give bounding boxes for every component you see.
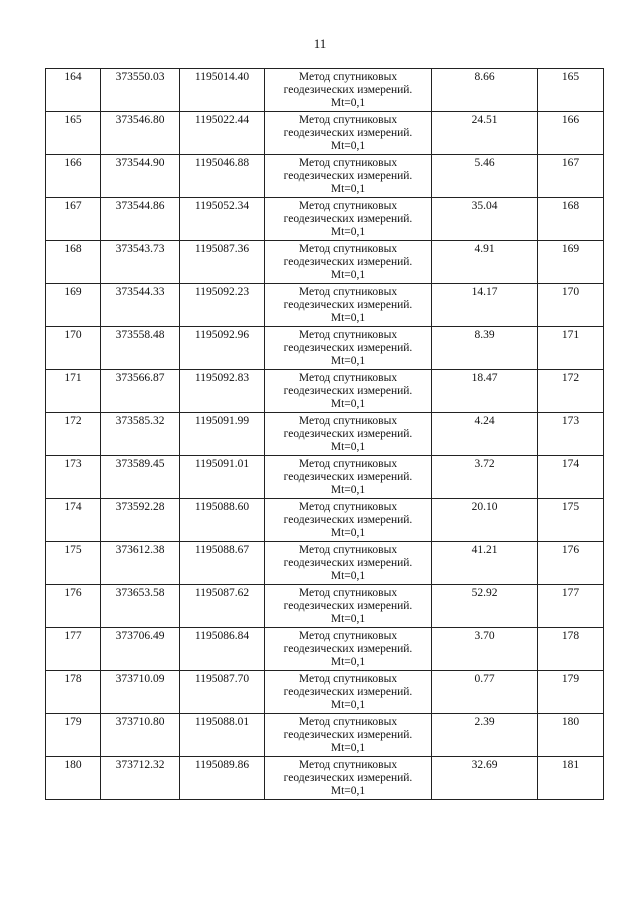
point-number-cell: 172: [46, 413, 101, 456]
y-coordinate-cell: 1195088.01: [180, 714, 265, 757]
method-text: Mt=0,1: [330, 699, 366, 711]
point-number-cell: 168: [46, 241, 101, 284]
method-cell: [265, 284, 432, 327]
table-row: [46, 112, 604, 155]
method-text: Метод спутниковых: [298, 71, 398, 83]
table-row: [46, 757, 604, 800]
point-number-cell: 178: [46, 671, 101, 714]
method-cell: [265, 370, 432, 413]
method-text: Mt=0,1: [330, 183, 366, 195]
x-coordinate-cell: 373589.45: [101, 456, 180, 499]
distance-cell: 2.39: [432, 714, 538, 757]
x-coordinate-cell: 373544.90: [101, 155, 180, 198]
y-coordinate-cell: 1195014.40: [180, 69, 265, 112]
method-text: геодезических измерений.: [283, 342, 413, 354]
next-point-cell: 174: [538, 456, 604, 499]
table-row: [46, 155, 604, 198]
table-row: [46, 585, 604, 628]
next-point-cell: 176: [538, 542, 604, 585]
x-coordinate-cell: 373550.03: [101, 69, 180, 112]
method-text: Mt=0,1: [330, 140, 366, 152]
method-text: геодезических измерений.: [283, 600, 413, 612]
page-number: 11: [313, 36, 327, 51]
x-coordinate-cell: 373558.48: [101, 327, 180, 370]
point-number-cell: 173: [46, 456, 101, 499]
method-text: геодезических измерений.: [283, 170, 413, 182]
point-number-cell: 171: [46, 370, 101, 413]
distance-cell: 35.04: [432, 198, 538, 241]
x-coordinate-cell: 373653.58: [101, 585, 180, 628]
method-text: Метод спутниковых: [298, 716, 398, 728]
distance-cell: 3.70: [432, 628, 538, 671]
next-point-cell: 173: [538, 413, 604, 456]
next-point-cell: 165: [538, 69, 604, 112]
x-coordinate-cell: 373543.73: [101, 241, 180, 284]
method-cell: [265, 714, 432, 757]
method-text: Метод спутниковых: [298, 501, 398, 513]
distance-cell: 52.92: [432, 585, 538, 628]
method-cell: [265, 327, 432, 370]
method-text: Mt=0,1: [330, 97, 366, 109]
next-point-cell: 169: [538, 241, 604, 284]
point-number-cell: 180: [46, 757, 101, 800]
method-text: Mt=0,1: [330, 527, 366, 539]
distance-cell: 5.46: [432, 155, 538, 198]
table-row: [46, 370, 604, 413]
method-text: геодезических измерений.: [283, 127, 413, 139]
y-coordinate-cell: 1195091.99: [180, 413, 265, 456]
next-point-cell: 181: [538, 757, 604, 800]
x-coordinate-cell: 373710.80: [101, 714, 180, 757]
method-text: геодезических измерений.: [283, 557, 413, 569]
method-text: геодезических измерений.: [283, 385, 413, 397]
distance-cell: 41.21: [432, 542, 538, 585]
distance-cell: 8.66: [432, 69, 538, 112]
distance-cell: 24.51: [432, 112, 538, 155]
method-text: Метод спутниковых: [298, 114, 398, 126]
table-row: [46, 413, 604, 456]
y-coordinate-cell: 1195092.83: [180, 370, 265, 413]
x-coordinate-cell: 373710.09: [101, 671, 180, 714]
y-coordinate-cell: 1195089.86: [180, 757, 265, 800]
y-coordinate-cell: 1195086.84: [180, 628, 265, 671]
x-coordinate-cell: 373566.87: [101, 370, 180, 413]
next-point-cell: 172: [538, 370, 604, 413]
method-cell: [265, 112, 432, 155]
method-cell: [265, 499, 432, 542]
method-text: геодезических измерений.: [283, 686, 413, 698]
next-point-cell: 168: [538, 198, 604, 241]
method-text: Mt=0,1: [330, 355, 366, 367]
y-coordinate-cell: 1195087.62: [180, 585, 265, 628]
distance-cell: 0.77: [432, 671, 538, 714]
method-text: геодезических измерений.: [283, 643, 413, 655]
y-coordinate-cell: 1195091.01: [180, 456, 265, 499]
method-text: Метод спутниковых: [298, 587, 398, 599]
x-coordinate-cell: 373592.28: [101, 499, 180, 542]
distance-cell: 3.72: [432, 456, 538, 499]
table-row: [46, 198, 604, 241]
table-row: [46, 714, 604, 757]
distance-cell: 20.10: [432, 499, 538, 542]
point-number-cell: 166: [46, 155, 101, 198]
method-text: Mt=0,1: [330, 742, 366, 754]
method-text: Метод спутниковых: [298, 329, 398, 341]
method-text: Mt=0,1: [330, 441, 366, 453]
next-point-cell: 166: [538, 112, 604, 155]
method-cell: [265, 585, 432, 628]
method-text: Метод спутниковых: [298, 415, 398, 427]
next-point-cell: 175: [538, 499, 604, 542]
method-text: геодезических измерений.: [283, 84, 413, 96]
method-cell: [265, 671, 432, 714]
table-row: [46, 499, 604, 542]
x-coordinate-cell: 373585.32: [101, 413, 180, 456]
method-text: Mt=0,1: [330, 613, 366, 625]
point-number-cell: 170: [46, 327, 101, 370]
next-point-cell: 167: [538, 155, 604, 198]
coordinates-table: [45, 68, 604, 800]
method-text: Mt=0,1: [330, 484, 366, 496]
table-row: [46, 327, 604, 370]
x-coordinate-cell: 373712.32: [101, 757, 180, 800]
method-cell: [265, 155, 432, 198]
method-text: Mt=0,1: [330, 398, 366, 410]
next-point-cell: 179: [538, 671, 604, 714]
table-row: [46, 69, 604, 112]
next-point-cell: 180: [538, 714, 604, 757]
method-text: геодезических измерений.: [283, 514, 413, 526]
method-text: геодезических измерений.: [283, 729, 413, 741]
table-row: [46, 542, 604, 585]
table-row: [46, 284, 604, 327]
method-cell: [265, 198, 432, 241]
method-text: геодезических измерений.: [283, 471, 413, 483]
y-coordinate-cell: 1195046.88: [180, 155, 265, 198]
table-row: [46, 628, 604, 671]
point-number-cell: 176: [46, 585, 101, 628]
method-text: геодезических измерений.: [283, 299, 413, 311]
method-text: Метод спутниковых: [298, 759, 398, 771]
distance-cell: 14.17: [432, 284, 538, 327]
method-text: геодезических измерений.: [283, 772, 413, 784]
distance-cell: 8.39: [432, 327, 538, 370]
y-coordinate-cell: 1195052.34: [180, 198, 265, 241]
method-cell: [265, 413, 432, 456]
point-number-cell: 165: [46, 112, 101, 155]
method-cell: [265, 542, 432, 585]
next-point-cell: 170: [538, 284, 604, 327]
method-cell: [265, 757, 432, 800]
x-coordinate-cell: 373706.49: [101, 628, 180, 671]
x-coordinate-cell: 373546.80: [101, 112, 180, 155]
distance-cell: 32.69: [432, 757, 538, 800]
x-coordinate-cell: 373544.33: [101, 284, 180, 327]
x-coordinate-cell: 373544.86: [101, 198, 180, 241]
point-number-cell: 175: [46, 542, 101, 585]
point-number-cell: 164: [46, 69, 101, 112]
method-cell: [265, 628, 432, 671]
method-text: Метод спутниковых: [298, 630, 398, 642]
table-row: [46, 456, 604, 499]
point-number-cell: 179: [46, 714, 101, 757]
method-text: Mt=0,1: [330, 570, 366, 582]
method-cell: [265, 69, 432, 112]
method-text: Метод спутниковых: [298, 544, 398, 556]
point-number-cell: 169: [46, 284, 101, 327]
method-text: Mt=0,1: [330, 785, 366, 797]
method-text: Метод спутниковых: [298, 243, 398, 255]
point-number-cell: 167: [46, 198, 101, 241]
x-coordinate-cell: 373612.38: [101, 542, 180, 585]
y-coordinate-cell: 1195092.23: [180, 284, 265, 327]
method-cell: [265, 456, 432, 499]
y-coordinate-cell: 1195087.70: [180, 671, 265, 714]
distance-cell: 18.47: [432, 370, 538, 413]
y-coordinate-cell: 1195092.96: [180, 327, 265, 370]
point-number-cell: 174: [46, 499, 101, 542]
method-text: Mt=0,1: [330, 656, 366, 668]
method-text: Метод спутниковых: [298, 673, 398, 685]
method-text: геодезических измерений.: [283, 256, 413, 268]
method-text: Метод спутниковых: [298, 200, 398, 212]
next-point-cell: 178: [538, 628, 604, 671]
y-coordinate-cell: 1195087.36: [180, 241, 265, 284]
table-row: [46, 671, 604, 714]
y-coordinate-cell: 1195088.67: [180, 542, 265, 585]
method-text: геодезических измерений.: [283, 213, 413, 225]
point-number-cell: 177: [46, 628, 101, 671]
method-text: Mt=0,1: [330, 269, 366, 281]
method-text: Метод спутниковых: [298, 458, 398, 470]
method-text: Mt=0,1: [330, 226, 366, 238]
next-point-cell: 171: [538, 327, 604, 370]
distance-cell: 4.91: [432, 241, 538, 284]
y-coordinate-cell: 1195088.60: [180, 499, 265, 542]
distance-cell: 4.24: [432, 413, 538, 456]
method-text: Mt=0,1: [330, 312, 366, 324]
method-text: Метод спутниковых: [298, 372, 398, 384]
table-row: [46, 241, 604, 284]
method-cell: [265, 241, 432, 284]
y-coordinate-cell: 1195022.44: [180, 112, 265, 155]
method-text: геодезических измерений.: [283, 428, 413, 440]
method-text: Метод спутниковых: [298, 286, 398, 298]
next-point-cell: 177: [538, 585, 604, 628]
method-text: Метод спутниковых: [298, 157, 398, 169]
